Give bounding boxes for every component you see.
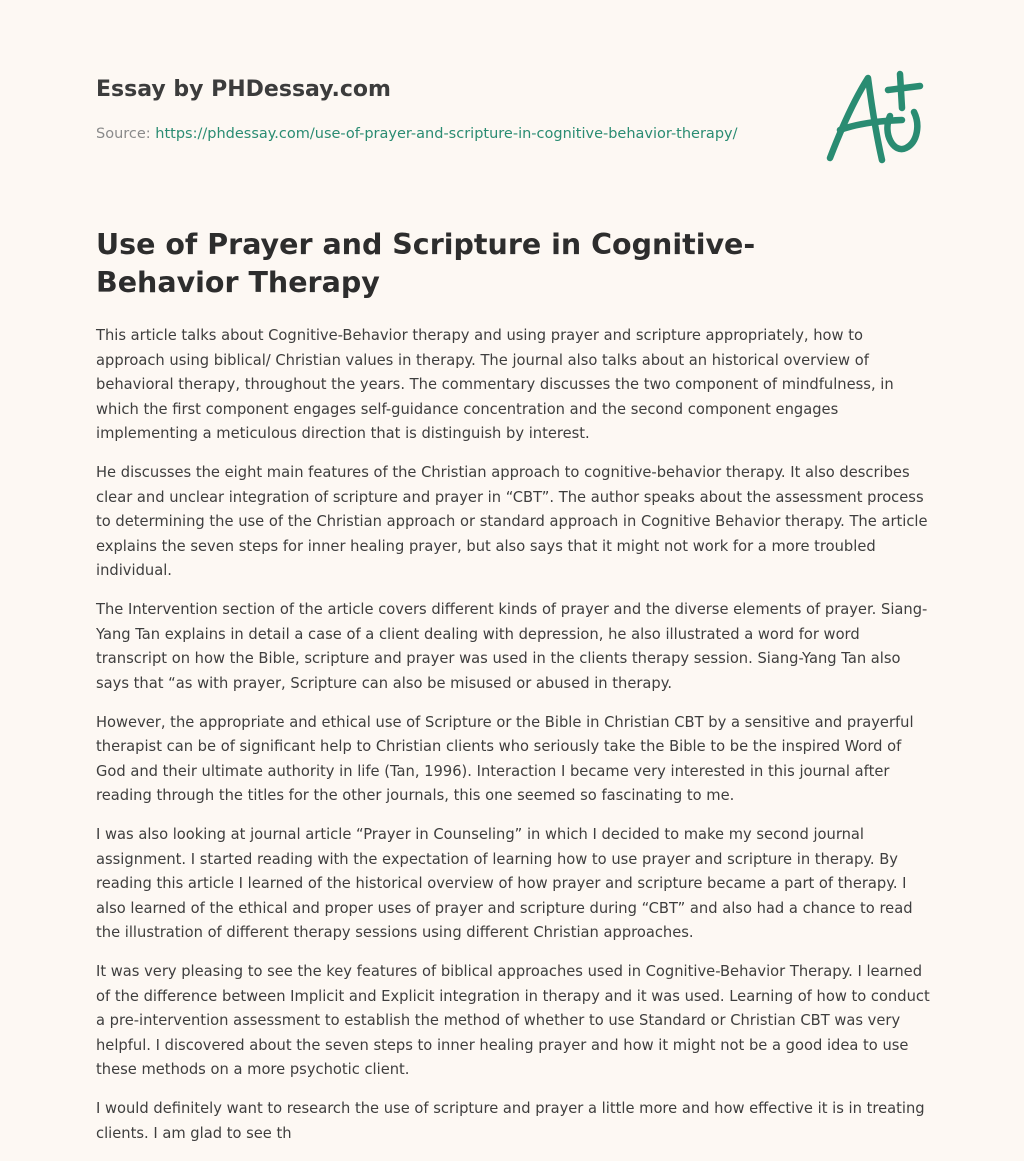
- essay-paragraph: I would definitely want to research the use of scripture and prayer a little more and how effective it is in treating clients. I am glad to see th: [96, 1100, 925, 1142]
- site-name: Essay by PHDessay.com: [96, 77, 391, 102]
- source-line: [96, 124, 738, 144]
- source-link[interactable]: https://phdessay.com/use-of-prayer-and-scripture-in-cognitive-behavior-therapy/: [155, 126, 738, 142]
- essay-paragraph: This article talks about Cognitive-Behavior therapy and using prayer and scripture appropriately, how to approach using biblical/ Christian values in therapy. The journal also talks about an historical overview of behavioral therapy, throughout the years. The commentary discusses the two component of mindfulness, in which the first component engages self-guidance concentration and the second component engages implementing a meticulous direction that is distinguish by interest.: [96, 327, 894, 442]
- site-header: [96, 76, 796, 104]
- essay-paragraph: He discusses the eight main features of the Christian approach to cognitive-behavior therapy. It also describes clear and unclear integration of scripture and prayer in “CBT”. The author speaks about the assessment process to determining the use of the Christian approach or standard approach in Cognitive Behavior therapy. The article explains the seven steps for inner healing prayer, but also says that it might not work for a more troubled individual.: [96, 464, 928, 579]
- essay-paragraph: I was also looking at journal article “Prayer in Counseling” in which I decided to make my second journal assignment. I started reading with the expectation of learning how to use prayer and scripture in therapy. By reading this article I learned of the historical overview of how prayer and scripture became a part of therapy. I also learned of the ethical and proper uses of prayer and scripture during “CBT” and also had a chance to read the illustration of different therapy sessions using different Christian approaches.: [96, 826, 913, 941]
- essay-title: Use of Prayer and Scripture in Cognitive-Behavior Therapy: [96, 228, 756, 299]
- source-label: Source:: [96, 126, 151, 142]
- essay-paragraph: It was very pleasing to see the key features of biblical approaches used in Cognitive-Behavior Therapy. I learned of the difference between Implicit and Explicit integration in therapy and it was used. Learning of how to conduct a pre-intervention assessment to establish the method of whether to use Standard or Christian CBT was very helpful. I discovered about the seven steps to inner healing prayer and how it might not be a good idea to use these methods on a more psychotic client.: [96, 963, 930, 1078]
- essay-paragraph: The Intervention section of the article covers different kinds of prayer and the diverse elements of prayer. Siang-Yang Tan explains in detail a case of a client dealing with depression, he also illustrated a word for word transcript on how the Bible, scripture and prayer was used in the clients therapy session. Siang-Yang Tan also says that “as with prayer, Scripture can also be misused or abused in therapy.: [96, 601, 928, 692]
- a-plus-grade-icon: [822, 68, 930, 168]
- essay-paragraph: However, the appropriate and ethical use of Scripture or the Bible in Christian CBT by a sensitive and prayerful therapist can be of significant help to Christian clients who seriously take the Bible to be the inspired Word of God and their ultimate authority in life (Tan, 1996). Interaction I became very interested in this journal after reading through the titles for the other journals, this one seemed so fascinating to me.: [96, 713, 914, 804]
- essay-body: [96, 324, 930, 1161]
